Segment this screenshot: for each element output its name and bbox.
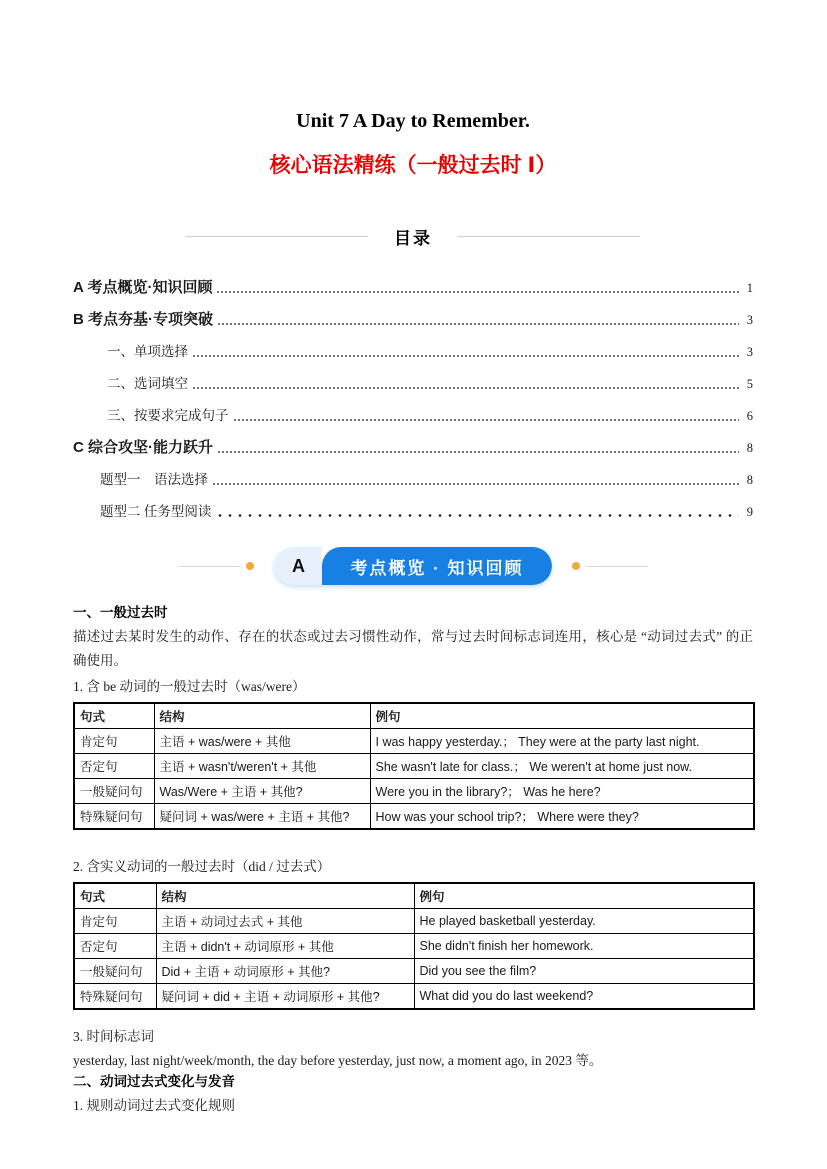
toc-item-b[interactable] <box>73 297 753 329</box>
cell-structure: Was/Were + 主语 + 其他? <box>154 779 370 804</box>
table-row <box>74 959 754 984</box>
toc-left-rule <box>186 236 368 237</box>
section-badge <box>274 547 551 585</box>
cell-example: I was happy yesterday.； They were at the party last night. <box>370 729 754 754</box>
toc-right-rule <box>458 236 640 237</box>
subheading-be-verb: 1. 含 be 动词的一般过去时（was/were） <box>73 679 306 694</box>
cell-structure: 主语 + was/were + 其他 <box>154 729 370 754</box>
cell-example: She didn't finish her homework. <box>414 934 754 959</box>
toc-item-type2[interactable] <box>73 489 753 521</box>
doc-subtitle: 核心语法精练（一般过去时 Ⅰ） <box>269 154 557 177</box>
doc-title: Unit 7 A Day to Remember. <box>296 110 530 132</box>
cell-structure: 主语 + didn't + 动词原形 + 其他 <box>156 934 414 959</box>
toc-title: 目录 <box>394 229 432 248</box>
badge-letter: A <box>274 547 322 585</box>
table-row <box>74 804 754 830</box>
section-a-content <box>73 603 753 1117</box>
toc-page-number: 3 <box>746 313 753 327</box>
toc-item-label: 题型一 语法选择 <box>100 472 208 487</box>
cell-sentence-type: 否定句 <box>74 934 156 959</box>
heading-verb-changes: 二、动词过去式变化与发音 <box>73 1074 235 1089</box>
toc-item-c[interactable] <box>73 425 753 457</box>
dot-leader <box>233 409 740 425</box>
cell-sentence-type: 否定句 <box>74 754 154 779</box>
table-row <box>74 779 754 804</box>
col-header: 句式 <box>74 703 154 729</box>
dot-leader <box>192 377 739 393</box>
past-tense-description: 描述过去某时发生的动作、存在的状态或过去习惯性动作，常与过去时间标志词连用，核心是 “动词过去式” 的正确使用。 <box>73 629 753 668</box>
toc-page-number: 8 <box>746 441 753 455</box>
cell-example: What did you do last weekend? <box>414 984 754 1010</box>
dot-leader <box>217 313 739 329</box>
col-header: 结构 <box>154 703 370 729</box>
toc-item-label: 一、单项选择 <box>107 344 188 359</box>
cell-structure: 疑问词 + did + 主语 + 动词原形 + 其他? <box>156 984 414 1010</box>
cell-example: Were you in the library?； Was he here? <box>370 779 754 804</box>
cell-example: He played basketball yesterday. <box>414 909 754 934</box>
table-row <box>74 729 754 754</box>
toc-page-number: 6 <box>746 409 753 423</box>
table-row <box>74 909 754 934</box>
toc-item-label: 二、选词填空 <box>107 376 188 391</box>
cell-structure: 疑问词 + was/were + 主语 + 其他? <box>154 804 370 830</box>
toc-item-label: C 综合攻坚·能力跃升 <box>73 439 213 456</box>
toc-item-label: 三、按要求完成句子 <box>107 408 229 423</box>
badge-left-dot-icon <box>246 562 254 570</box>
be-verb-table <box>73 702 755 830</box>
dot-leader <box>217 441 739 457</box>
dot-leader <box>216 281 739 297</box>
cell-sentence-type: 肯定句 <box>74 729 154 754</box>
subheading-regular-verbs: 1. 规则动词过去式变化规则 <box>73 1098 235 1113</box>
badge-left-line <box>178 566 240 567</box>
toc-item-a[interactable] <box>73 265 753 297</box>
toc-item-type1[interactable] <box>73 457 753 489</box>
cell-sentence-type: 一般疑问句 <box>74 959 156 984</box>
toc-heading <box>73 224 753 249</box>
table-row <box>74 754 754 779</box>
cell-sentence-type: 肯定句 <box>74 909 156 934</box>
badge-label: 考点概览 · 知识回顾 <box>322 547 551 585</box>
cell-sentence-type: 一般疑问句 <box>74 779 154 804</box>
table-row <box>74 984 754 1010</box>
col-header: 例句 <box>414 883 754 909</box>
toc-page-number: 5 <box>746 377 753 391</box>
table-row <box>74 934 754 959</box>
toc-item-label: B 考点夯基·专项突破 <box>73 311 213 328</box>
toc-item-sentence[interactable] <box>73 393 753 425</box>
col-header: 句式 <box>74 883 156 909</box>
table-header-row <box>74 883 754 909</box>
table-of-contents <box>73 265 753 521</box>
toc-item-label: A 考点概览·知识回顾 <box>73 279 213 296</box>
cell-structure: Did + 主语 + 动词原形 + 其他? <box>156 959 414 984</box>
main-verb-table <box>73 882 755 1010</box>
toc-page-number: 3 <box>746 345 753 359</box>
toc-item-fill[interactable] <box>73 361 753 393</box>
cell-structure: 主语 + wasn't/weren't + 其他 <box>154 754 370 779</box>
badge-right-dot-icon <box>572 562 580 570</box>
toc-page-number: 8 <box>746 473 753 487</box>
dot-leader-sparse <box>215 505 739 521</box>
col-header: 结构 <box>156 883 414 909</box>
toc-item-choice[interactable] <box>73 329 753 361</box>
table-header-row <box>74 703 754 729</box>
cell-example: How was your school trip?； Where were they? <box>370 804 754 830</box>
badge-right-line <box>586 566 648 567</box>
toc-item-label: 题型二 任务型阅读 <box>100 504 212 519</box>
dot-leader <box>192 345 739 361</box>
subheading-main-verb: 2. 含实义动词的一般过去时（did / 过去式） <box>73 859 331 874</box>
subheading-time-markers: 3. 时间标志词 <box>73 1029 154 1044</box>
heading-past-tense: 一、一般过去时 <box>73 605 168 620</box>
cell-sentence-type: 特殊疑问句 <box>74 984 156 1010</box>
cell-example: Did you see the film? <box>414 959 754 984</box>
dot-leader <box>212 473 739 489</box>
col-header: 例句 <box>370 703 754 729</box>
toc-page-number: 1 <box>746 281 753 295</box>
time-markers-list: yesterday, last night/week/month, the day before yesterday, just now, a moment ago, in 2023 等。 <box>73 1053 603 1068</box>
toc-page-number: 9 <box>746 505 753 519</box>
section-a-header <box>73 547 753 585</box>
cell-example: She wasn't late for class.； We weren't at home just now. <box>370 754 754 779</box>
cell-sentence-type: 特殊疑问句 <box>74 804 154 830</box>
cell-structure: 主语 + 动词过去式 + 其他 <box>156 909 414 934</box>
